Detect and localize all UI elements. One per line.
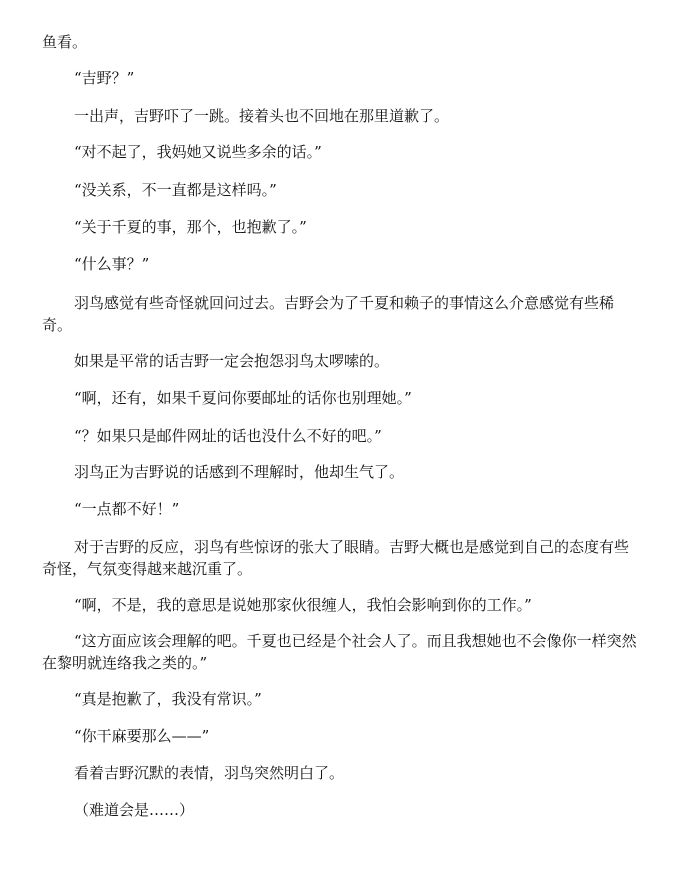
paragraph-18: “你干麻要那么——” — [74, 727, 210, 745]
paragraph-17: “真是抱歉了，我没有常识。” — [74, 690, 262, 708]
paragraph-10: “啊，还有，如果千夏问你要邮址的话你也别理她。” — [74, 389, 412, 407]
paragraph-1: 鱼看。 — [42, 33, 88, 51]
paragraph-6: “关于千夏的事，那个，也抱歉了。” — [74, 218, 307, 236]
paragraph-20: （难道会是……） — [74, 801, 195, 819]
paragraph-3: 一出声，吉野吓了一跳。接着头也不回地在那里道歉了。 — [74, 107, 450, 125]
paragraph-15: “啊，不是，我的意思是说她那家伙很缠人，我怕会影响到你的工作。” — [74, 596, 532, 614]
paragraph-19: 看着吉野沉默的表情，羽鸟突然明白了。 — [74, 764, 345, 782]
paragraph-13: “一点都不好！” — [74, 500, 180, 518]
paragraph-9: 如果是平常的话吉野一定会抱怨羽鸟太啰嗦的。 — [74, 352, 390, 370]
paragraph-2: “吉野？” — [74, 69, 135, 87]
paragraph-7: “什么事？” — [74, 255, 150, 273]
paragraph-11: “？如果只是邮件网址的话也没什么不好的吧。” — [74, 427, 382, 445]
paragraph-8: 羽鸟感觉有些奇怪就回问过去。吉野会为了千夏和赖子的事情这么介意感觉有些稀奇。 — [42, 294, 615, 334]
paragraph-4: “对不起了，我妈她又说些多余的话。” — [74, 143, 322, 161]
paragraph-14: 对于吉野的反应，羽鸟有些惊讶的张大了眼睛。吉野大概也是感觉到自己的态度有些奇怪，气氛变得越来越沉重了。 — [42, 538, 630, 578]
paragraph-5: “没关系，不一直都是这样吗。” — [74, 181, 277, 199]
paragraph-12: 羽鸟正为吉野说的话感到不理解时，他却生气了。 — [74, 463, 405, 481]
paragraph-16: “这方面应该会理解的吧。千夏也已经是个社会人了。而且我想她也不会像你一样突然在黎明就连络我之类的。” — [42, 632, 637, 672]
